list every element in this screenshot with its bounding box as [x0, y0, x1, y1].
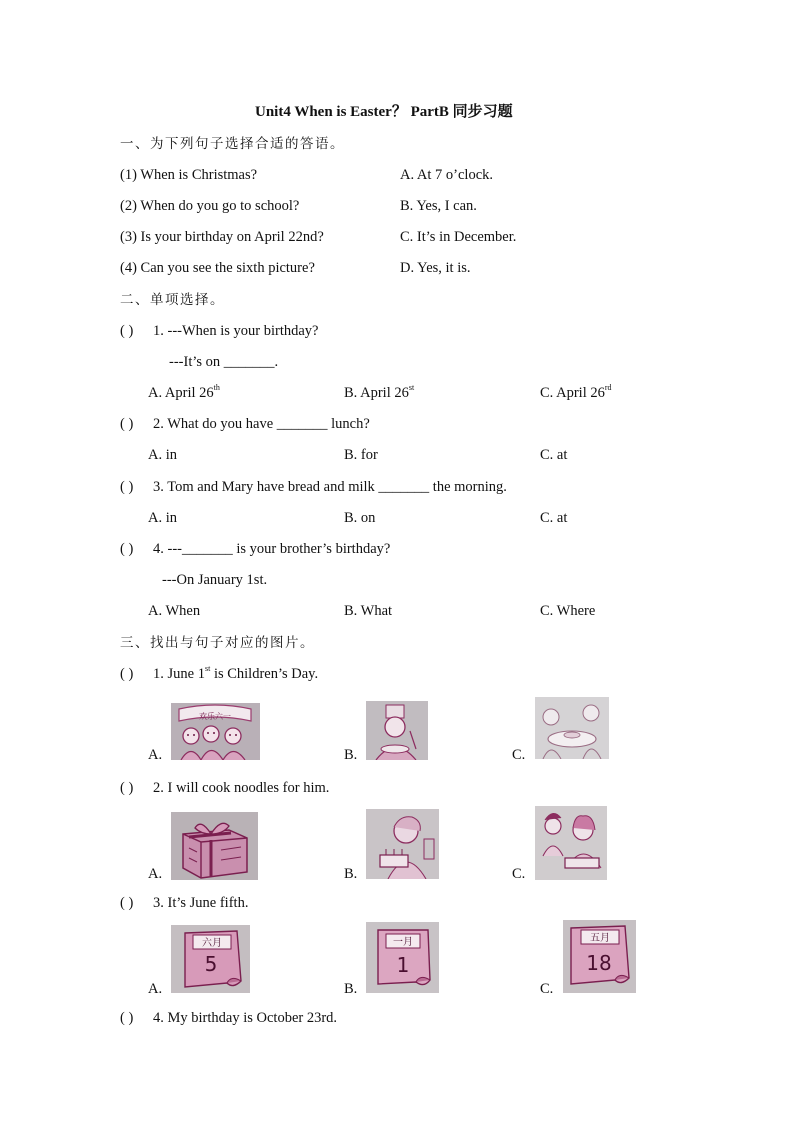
answer-blank[interactable]: ( ) [120, 479, 134, 495]
option-c: C. Where [540, 603, 596, 619]
part1-question: (1) When is Christmas? [120, 167, 258, 183]
calendar-june-5-picture[interactable] [171, 925, 250, 993]
option-a: A. When [148, 603, 201, 619]
option-b: B. for [344, 447, 378, 463]
part2-q1: 1. ---When is your birthday? [153, 323, 319, 339]
option-a: A. April 26th [148, 383, 220, 401]
answer-blank[interactable]: ( ) [120, 666, 134, 682]
part2-q1-line2: ---It’s on _______. [169, 354, 279, 370]
part1-answer: B. Yes, I can. [400, 198, 477, 214]
option-c: C. [540, 981, 554, 997]
part1-question: (2) When do you go to school? [120, 198, 300, 214]
option-a: A. [148, 981, 163, 997]
part2-q2: 2. What do you have _______ lunch? [153, 416, 370, 432]
option-a: A. in [148, 447, 177, 463]
svg-text:5: 5 [204, 952, 218, 976]
part1-answer: D. Yes, it is. [400, 260, 471, 276]
part1-question: (4) Can you see the sixth picture? [120, 260, 315, 276]
part1-question: (3) Is your birthday on April 22nd? [120, 229, 324, 245]
option-c: C. at [540, 510, 568, 526]
person-eating-picture[interactable] [366, 701, 428, 760]
cooking-picture[interactable] [535, 806, 607, 880]
option-a: A. [148, 747, 163, 763]
part3-q4: 4. My birthday is October 23rd. [153, 1010, 338, 1026]
part3-q1: 1. June 1st is Children’s Day. [153, 664, 319, 682]
answer-blank[interactable]: ( ) [120, 895, 134, 911]
calendar-may-18-picture[interactable] [563, 920, 636, 993]
option-c: C. April 26rd [540, 383, 612, 401]
option-b: B. [344, 866, 358, 882]
gift-box-picture[interactable] [171, 812, 258, 880]
part1-answer: C. It’s in December. [400, 229, 517, 245]
part2-q4-line2: ---On January 1st. [162, 572, 268, 588]
svg-text:六月: 六月 [202, 938, 222, 949]
answer-blank[interactable]: ( ) [120, 323, 134, 339]
svg-text:一月: 一月 [393, 937, 413, 948]
part2-q3: 3. Tom and Mary have bread and milk _______ the morning. [153, 479, 507, 495]
option-c: C. [512, 747, 526, 763]
option-a: A. in [148, 510, 177, 526]
answer-blank[interactable]: ( ) [120, 541, 134, 557]
part2-heading: 二、单项选择。 [120, 292, 225, 308]
birthday-cake-picture[interactable] [366, 809, 439, 879]
part2-q4: 4. ---_______ is your brother’s birthday? [153, 541, 391, 557]
option-b: B. What [344, 603, 393, 619]
part3-q2: 2. I will cook noodles for him. [153, 780, 330, 796]
childrens-day-picture[interactable] [171, 703, 260, 760]
svg-text:1: 1 [396, 953, 410, 977]
part3-q3: 3. It’s June fifth. [153, 895, 249, 911]
answer-blank[interactable]: ( ) [120, 416, 134, 432]
option-b: B. [344, 981, 358, 997]
option-c: C. at [540, 447, 568, 463]
part1-answer: A. At 7 o’clock. [400, 167, 494, 183]
option-b: B. April 26st [344, 383, 415, 401]
svg-text:欢乐六一: 欢乐六一 [199, 712, 231, 721]
part1-heading: 一、为下列句子选择合适的答语。 [120, 136, 345, 152]
calendar-january-1-picture[interactable] [366, 922, 439, 993]
option-c: C. [512, 866, 526, 882]
part3-heading: 三、找出与句子对应的图片。 [120, 635, 315, 651]
option-b: B. [344, 747, 358, 763]
family-dinner-picture[interactable] [535, 697, 609, 759]
svg-text:18: 18 [586, 951, 612, 975]
svg-text:五月: 五月 [590, 933, 610, 944]
option-b: B. on [344, 510, 376, 526]
page-title: Unit4 When is Easter？ PartB 同步习题 [255, 104, 513, 120]
answer-blank[interactable]: ( ) [120, 780, 134, 796]
option-a: A. [148, 866, 163, 882]
answer-blank[interactable]: ( ) [120, 1010, 134, 1026]
